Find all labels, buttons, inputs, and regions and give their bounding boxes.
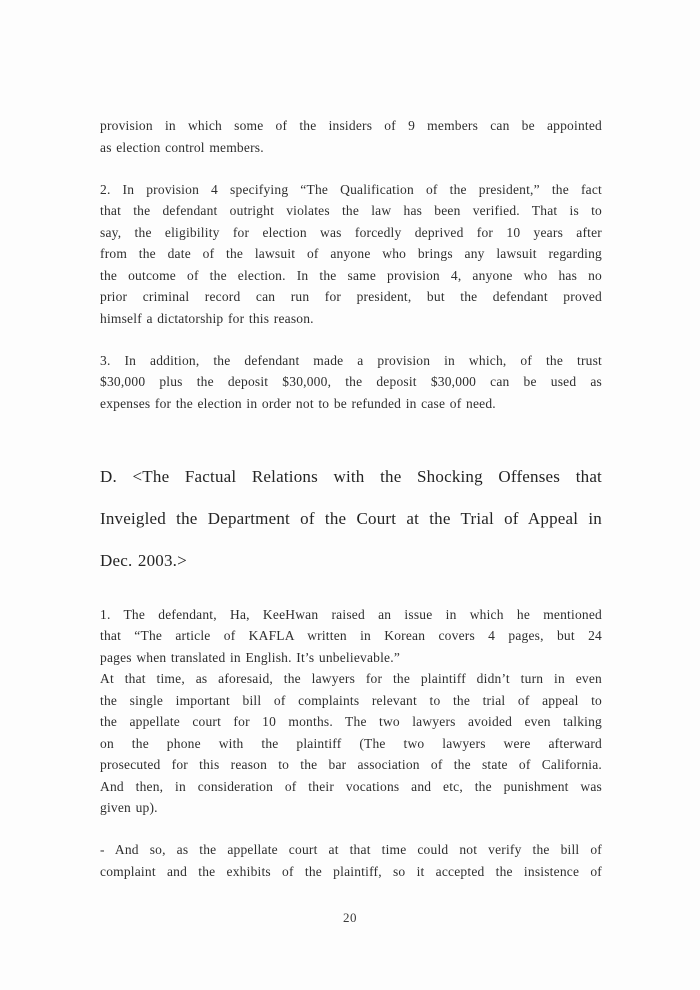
- page-number: 20: [343, 910, 357, 925]
- text-line: prosecuted for this reason to the bar association of the state of California.: [100, 757, 602, 772]
- section-heading: [100, 456, 602, 582]
- text-line: 3. In addition, the defendant made a provision in which, of the trust: [100, 352, 602, 368]
- paragraph-provision-4: [100, 179, 602, 330]
- text-line: - And so, as the appellate court at that time could not verify the bill of: [100, 842, 602, 857]
- text-line: Inveigled the Department of the Court at the Trial of Appeal in: [100, 509, 602, 528]
- text-line: Dec. 2003.>: [100, 551, 187, 570]
- text-line: expenses for the election in order not to be refunded in case of need.: [100, 395, 496, 411]
- paragraph-deposit: [100, 350, 602, 415]
- text-line: prior criminal record can run for president, but the defendant proved: [100, 289, 602, 304]
- paragraph-appellate-court: [100, 839, 602, 882]
- page-content: [100, 115, 602, 903]
- text-line: given up).: [100, 800, 158, 815]
- text-line: from the date of the lawsuit of anyone who brings any lawsuit regarding: [100, 246, 602, 261]
- paragraph-lawyers: [100, 668, 602, 819]
- text-line: And then, in consideration of their vocations and etc, the punishment was: [100, 778, 602, 794]
- text-line: that “The article of KAFLA written in Korean covers 4 pages, but 24: [100, 628, 602, 643]
- text-line: complaint and the exhibits of the plaintiff, so it accepted the insistence of: [100, 863, 602, 879]
- paragraph-election-members: [100, 115, 602, 158]
- text-line: the appellate court for 10 months. The two lawyers avoided even talking: [100, 714, 602, 729]
- text-line: that the defendant outright violates the law has been verified. That is to: [100, 203, 602, 218]
- paragraph-kafla-quote: [100, 604, 602, 669]
- text-line: himself a dictatorship for this reason.: [100, 310, 314, 326]
- text-line: provision in which some of the insiders of 9 members can be appointed: [100, 118, 602, 133]
- text-line: as election control members.: [100, 139, 264, 155]
- text-line: say, the eligibility for election was forcedly deprived for 10 years after: [100, 224, 602, 240]
- text-line: At that time, as aforesaid, the lawyers for the plaintiff didn’t turn in even: [100, 671, 602, 686]
- text-line: the outcome of the election. In the same provision 4, anyone who has no: [100, 267, 602, 283]
- text-line: $30,000 plus the deposit $30,000, the deposit $30,000 can be used as: [100, 374, 602, 389]
- text-line: 2. In provision 4 specifying “The Qualification of the president,” the fact: [100, 181, 602, 197]
- text-line: pages when translated in English. It’s unbelievable.”: [100, 649, 401, 665]
- text-line: the single important bill of complaints relevant to the trial of appeal to: [100, 692, 602, 708]
- text-line: D. <The Factual Relations with the Shocking Offenses that: [100, 467, 602, 486]
- text-line: 1. The defendant, Ha, KeeHwan raised an issue in which he mentioned: [100, 606, 602, 622]
- text-line: on the phone with the plaintiff (The two lawyers were afterward: [100, 735, 602, 751]
